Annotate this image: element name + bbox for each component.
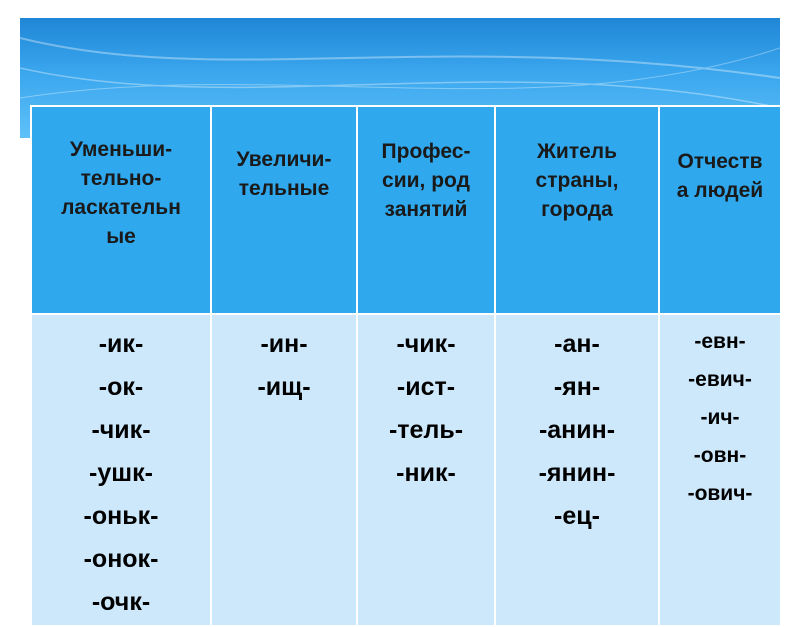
- suffix-item: -тель-: [388, 416, 464, 444]
- column-diminutive: [31, 314, 211, 626]
- header-diminutive: Уменьши- тельно- ласкательн ые: [31, 106, 211, 314]
- suffix-item: -ин-: [260, 330, 308, 358]
- suffix-item: -овн-: [693, 444, 747, 467]
- header-patronymics: Отчеств а людей: [659, 106, 781, 314]
- suffix-item: -ян-: [553, 373, 601, 401]
- suffix-item: -чик-: [396, 330, 456, 358]
- suffix-table-container: [30, 105, 780, 616]
- suffix-item: -ан-: [554, 330, 600, 358]
- suffix-item: -ушк-: [89, 459, 153, 487]
- suffix-table: [30, 105, 782, 627]
- suffix-item: -евич-: [688, 368, 752, 391]
- header-professions: Профес- сии, род занятий: [357, 106, 495, 314]
- suffix-item: -анин-: [538, 416, 616, 444]
- suffix-item: -ич-: [700, 406, 740, 429]
- suffix-item: -чик-: [91, 416, 151, 444]
- header-augmentative: Увеличи- тельные: [211, 106, 357, 314]
- suffix-item: -янин-: [538, 459, 616, 487]
- header-row: [31, 106, 781, 314]
- column-professions: [357, 314, 495, 626]
- column-residents: [495, 314, 659, 626]
- suffix-item: -ник-: [396, 459, 456, 487]
- header-residents: Житель страны, города: [495, 106, 659, 314]
- suffix-item: -ик-: [98, 330, 144, 358]
- suffix-item: -евн-: [694, 330, 746, 353]
- column-augmentative: [211, 314, 357, 626]
- suffix-item: -онок-: [83, 545, 159, 573]
- suffix-item: -ец-: [554, 502, 600, 530]
- suffix-item: -очк-: [91, 588, 151, 616]
- suffix-row: [31, 314, 781, 626]
- suffix-item: -оньк-: [83, 502, 159, 530]
- column-patronymics: [659, 314, 781, 626]
- suffix-item: -ович-: [687, 482, 753, 505]
- suffix-item: -ист-: [396, 373, 456, 401]
- suffix-item: -ищ-: [257, 373, 311, 401]
- suffix-item: -ок-: [98, 373, 144, 401]
